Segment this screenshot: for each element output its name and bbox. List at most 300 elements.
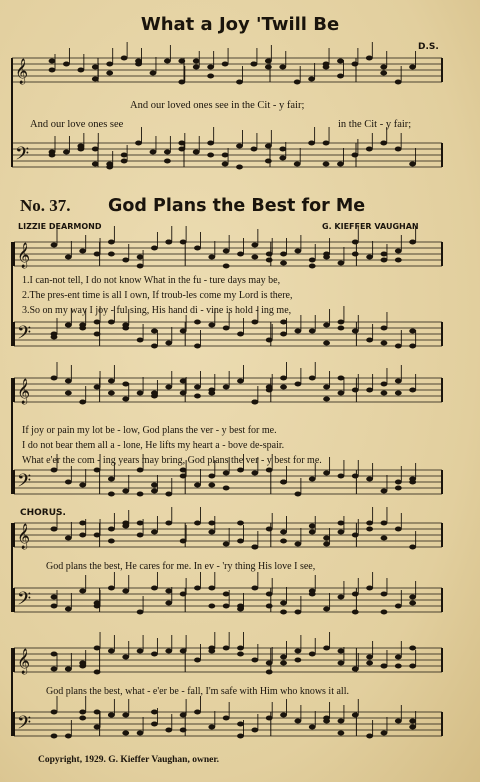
- note-head: [51, 468, 58, 473]
- note-head: [366, 655, 373, 660]
- note-head: [294, 162, 301, 167]
- note-head: [323, 607, 330, 612]
- note-head: [352, 610, 359, 615]
- note-head: [352, 667, 359, 672]
- note-head: [280, 480, 287, 485]
- note-head: [338, 376, 345, 381]
- note-head: [265, 65, 272, 70]
- clef-icon: 𝄞: [17, 243, 31, 268]
- note-head: [49, 68, 56, 73]
- note-head: [122, 713, 129, 718]
- note-head: [309, 652, 316, 657]
- note-head: [237, 646, 244, 651]
- note-head: [237, 539, 244, 544]
- note-head: [323, 385, 330, 390]
- note-head: [65, 323, 72, 328]
- note-head: [323, 397, 330, 402]
- note-head: [122, 397, 129, 402]
- note-head: [178, 59, 185, 64]
- note-head: [79, 533, 86, 538]
- note-head: [352, 592, 359, 597]
- note-head: [106, 71, 113, 76]
- note-head: [79, 661, 86, 666]
- note-head: [108, 252, 115, 257]
- note-head: [194, 394, 201, 399]
- note-head: [323, 536, 330, 541]
- note-head: [178, 80, 185, 85]
- note-head: [265, 59, 272, 64]
- note-head: [121, 159, 128, 164]
- note-head: [381, 731, 388, 736]
- note-head: [251, 586, 258, 591]
- note-head: [65, 607, 72, 612]
- note-head: [352, 474, 359, 479]
- note-head: [151, 530, 158, 535]
- note-head: [150, 71, 157, 76]
- note-head: [151, 586, 158, 591]
- clef-icon: 𝄢: [17, 589, 32, 614]
- note-head: [266, 338, 273, 343]
- note-head: [265, 144, 272, 149]
- note-head: [338, 320, 345, 325]
- note-head: [266, 385, 273, 390]
- note-head: [409, 545, 416, 550]
- ds-mark: D.S.: [418, 42, 439, 52]
- note-head: [65, 536, 72, 541]
- note-head: [395, 655, 402, 660]
- note-head: [352, 533, 359, 538]
- note-head: [94, 252, 101, 257]
- note-head: [137, 731, 144, 736]
- note-head: [164, 150, 171, 155]
- note-head: [366, 734, 373, 739]
- note-head: [251, 545, 258, 550]
- note-head: [51, 734, 58, 739]
- note-head: [294, 249, 301, 254]
- note-head: [309, 264, 316, 269]
- note-head: [280, 610, 287, 615]
- note-head: [251, 658, 258, 663]
- note-head: [92, 77, 99, 82]
- note-head: [165, 240, 172, 245]
- chorus-label: CHORUS.: [20, 508, 66, 518]
- note-head: [280, 261, 287, 266]
- note-head: [178, 141, 185, 146]
- note-head: [381, 258, 388, 263]
- note-head: [223, 249, 230, 254]
- note-head: [208, 604, 215, 609]
- note-head: [165, 649, 172, 654]
- verse-line: 2.The pres-ent time is all I own, If troub-les come my Lord is there,: [22, 290, 293, 301]
- note-head: [351, 153, 358, 158]
- note-head: [108, 492, 115, 497]
- note-head: [51, 667, 58, 672]
- note-head: [308, 77, 315, 82]
- note-head: [92, 65, 99, 70]
- note-head: [323, 719, 330, 724]
- note-head: [395, 258, 402, 263]
- note-head: [337, 59, 344, 64]
- note-head: [294, 329, 301, 334]
- note-head: [222, 162, 229, 167]
- note-head: [77, 144, 84, 149]
- note-head: [266, 604, 273, 609]
- note-head: [223, 471, 230, 476]
- lyric-line: in the Cit - y fair;: [338, 119, 412, 130]
- note-head: [409, 329, 416, 334]
- note-head: [65, 255, 72, 260]
- note-head: [351, 62, 358, 67]
- note-head: [194, 658, 201, 663]
- note-head: [352, 252, 359, 257]
- note-head: [294, 542, 301, 547]
- note-head: [51, 376, 58, 381]
- note-head: [193, 65, 200, 70]
- note-head: [122, 382, 129, 387]
- note-head: [409, 344, 416, 349]
- note-head: [366, 521, 373, 526]
- note-head: [352, 713, 359, 718]
- note-head: [94, 332, 101, 337]
- note-head: [108, 477, 115, 482]
- note-head: [409, 240, 416, 245]
- note-head: [266, 661, 273, 666]
- note-head: [236, 144, 243, 149]
- note-head: [180, 474, 187, 479]
- note-head: [63, 150, 70, 155]
- note-head: [137, 255, 144, 260]
- note-head: [237, 379, 244, 384]
- note-head: [106, 162, 113, 167]
- note-head: [151, 710, 158, 715]
- clef-icon: 𝄞: [17, 524, 31, 549]
- chorus-lyric-line: God plans the best, He cares for me. In ev - 'ry thing His love I see,: [46, 561, 316, 572]
- note-head: [309, 258, 316, 263]
- note-head: [180, 329, 187, 334]
- note-head: [122, 731, 129, 736]
- note-head: [237, 521, 244, 526]
- note-head: [137, 649, 144, 654]
- note-head: [122, 326, 129, 331]
- note-head: [338, 649, 345, 654]
- note-head: [194, 483, 201, 488]
- note-head: [237, 652, 244, 657]
- note-head: [266, 258, 273, 263]
- note-head: [79, 400, 86, 405]
- note-head: [65, 379, 72, 384]
- copyright-notice: Copyright, 1929. G. Kieffer Vaughan, owner.: [38, 755, 220, 765]
- note-head: [208, 725, 215, 730]
- note-head: [338, 474, 345, 479]
- note-head: [395, 391, 402, 396]
- note-head: [137, 521, 144, 526]
- note-head: [92, 162, 99, 167]
- note-head: [222, 153, 229, 158]
- note-head: [381, 489, 388, 494]
- note-head: [265, 159, 272, 164]
- note-head: [381, 252, 388, 257]
- note-head: [137, 533, 144, 538]
- note-head: [65, 391, 72, 396]
- note-head: [208, 521, 215, 526]
- note-head: [92, 147, 99, 152]
- note-head: [207, 141, 214, 146]
- note-head: [294, 492, 301, 497]
- note-head: [409, 480, 416, 485]
- note-head: [94, 725, 101, 730]
- note-head: [266, 252, 273, 257]
- note-head: [122, 521, 129, 526]
- note-head: [165, 492, 172, 497]
- note-head: [121, 153, 128, 158]
- note-head: [251, 255, 258, 260]
- note-head: [151, 483, 158, 488]
- note-head: [366, 255, 373, 260]
- note-head: [294, 382, 301, 387]
- note-head: [180, 391, 187, 396]
- note-head: [279, 65, 286, 70]
- note-head: [49, 59, 56, 64]
- note-head: [106, 62, 113, 67]
- note-head: [94, 468, 101, 473]
- note-head: [366, 56, 373, 61]
- verse-line: What e'er the com - ing years may bring, God plans the ver - y best for me.: [22, 455, 322, 466]
- note-head: [237, 722, 244, 727]
- note-head: [323, 255, 330, 260]
- note-head: [395, 664, 402, 669]
- note-head: [280, 252, 287, 257]
- note-head: [266, 468, 273, 473]
- note-head: [338, 261, 345, 266]
- note-head: [94, 385, 101, 390]
- note-head: [151, 489, 158, 494]
- note-head: [223, 486, 230, 491]
- note-head: [251, 400, 258, 405]
- note-head: [251, 471, 258, 476]
- note-head: [280, 385, 287, 390]
- note-head: [294, 649, 301, 654]
- note-head: [151, 391, 158, 396]
- note-head: [65, 667, 72, 672]
- note-head: [180, 379, 187, 384]
- note-head: [208, 530, 215, 535]
- note-head: [266, 527, 273, 532]
- note-head: [94, 670, 101, 675]
- note-head: [180, 728, 187, 733]
- note-head: [208, 586, 215, 591]
- note-head: [409, 725, 416, 730]
- note-head: [352, 240, 359, 245]
- note-head: [108, 240, 115, 245]
- note-head: [51, 604, 58, 609]
- note-head: [51, 710, 58, 715]
- note-head: [237, 252, 244, 257]
- note-head: [180, 240, 187, 245]
- note-head: [395, 344, 402, 349]
- note-head: [223, 604, 230, 609]
- note-head: [208, 649, 215, 654]
- note-head: [165, 341, 172, 346]
- note-head: [381, 521, 388, 526]
- song-title-what-a-joy: What a Joy 'Twill Be: [140, 14, 340, 35]
- note-head: [395, 486, 402, 491]
- note-head: [323, 323, 330, 328]
- note-head: [193, 150, 200, 155]
- note-head: [208, 255, 215, 260]
- note-head: [51, 527, 58, 532]
- note-head: [207, 74, 214, 79]
- note-head: [223, 326, 230, 331]
- note-head: [223, 385, 230, 390]
- note-head: [135, 141, 142, 146]
- note-head: [381, 326, 388, 331]
- note-head: [94, 710, 101, 715]
- note-head: [395, 147, 402, 152]
- note-head: [309, 477, 316, 482]
- note-head: [237, 468, 244, 473]
- song-title-god-plans: God Plans the Best for Me: [108, 196, 366, 216]
- clef-icon: 𝄞: [17, 379, 31, 404]
- note-head: [308, 141, 315, 146]
- clef-icon: 𝄢: [17, 713, 32, 738]
- note-head: [108, 586, 115, 591]
- note-head: [207, 153, 214, 158]
- note-head: [208, 323, 215, 328]
- note-head: [63, 62, 70, 67]
- note-head: [137, 468, 144, 473]
- note-head: [337, 74, 344, 79]
- note-head: [121, 56, 128, 61]
- note-head: [323, 65, 330, 70]
- note-head: [366, 338, 373, 343]
- note-head: [395, 249, 402, 254]
- note-head: [207, 65, 214, 70]
- note-head: [409, 601, 416, 606]
- note-head: [266, 716, 273, 721]
- note-head: [151, 652, 158, 657]
- note-head: [251, 320, 258, 325]
- note-head: [280, 601, 287, 606]
- note-head: [395, 527, 402, 532]
- note-head: [223, 716, 230, 721]
- note-head: [151, 246, 158, 251]
- author-credit: LIZZIE DEARMOND: [18, 222, 102, 231]
- note-head: [409, 162, 416, 167]
- note-head: [122, 589, 129, 594]
- note-head: [251, 728, 258, 733]
- note-head: [194, 385, 201, 390]
- note-head: [409, 664, 416, 669]
- note-head: [79, 710, 86, 715]
- note-head: [164, 59, 171, 64]
- note-head: [194, 586, 201, 591]
- note-head: [294, 658, 301, 663]
- note-head: [237, 604, 244, 609]
- note-head: [366, 477, 373, 482]
- note-head: [194, 344, 201, 349]
- note-head: [65, 480, 72, 485]
- note-head: [338, 661, 345, 666]
- note-head: [395, 379, 402, 384]
- note-head: [280, 539, 287, 544]
- note-head: [280, 332, 287, 337]
- note-head: [237, 734, 244, 739]
- note-head: [337, 162, 344, 167]
- note-head: [323, 646, 330, 651]
- lyric-line: And our love ones see: [30, 119, 124, 130]
- note-head: [280, 320, 287, 325]
- note-head: [366, 388, 373, 393]
- note-head: [137, 264, 144, 269]
- note-head: [108, 391, 115, 396]
- note-head: [309, 725, 316, 730]
- note-head: [79, 716, 86, 721]
- note-head: [223, 542, 230, 547]
- note-head: [194, 320, 201, 325]
- note-head: [366, 527, 373, 532]
- note-head: [77, 68, 84, 73]
- note-head: [165, 728, 172, 733]
- note-head: [151, 722, 158, 727]
- note-head: [194, 246, 201, 251]
- note-head: [108, 713, 115, 718]
- note-head: [137, 492, 144, 497]
- note-head: [122, 258, 129, 263]
- note-head: [366, 586, 373, 591]
- note-head: [108, 379, 115, 384]
- note-head: [266, 592, 273, 597]
- chorus-lyric-line: God plans the best, what - e'er be - fall, I'm safe with Him who knows it all.: [46, 686, 349, 697]
- note-head: [150, 150, 157, 155]
- note-head: [151, 344, 158, 349]
- note-head: [236, 80, 243, 85]
- note-head: [280, 661, 287, 666]
- note-head: [409, 595, 416, 600]
- note-head: [223, 646, 230, 651]
- note-head: [65, 734, 72, 739]
- note-head: [352, 329, 359, 334]
- note-head: [323, 542, 330, 547]
- note-head: [294, 719, 301, 724]
- note-head: [338, 391, 345, 396]
- note-head: [381, 610, 388, 615]
- lyric-line: And our loved ones see in the Cit - y fair;: [130, 100, 305, 111]
- note-head: [94, 533, 101, 538]
- note-head: [237, 332, 244, 337]
- note-head: [381, 341, 388, 346]
- note-head: [180, 539, 187, 544]
- note-head: [208, 474, 215, 479]
- clef-icon: 𝄢: [17, 471, 32, 496]
- note-head: [366, 147, 373, 152]
- note-head: [309, 376, 316, 381]
- note-head: [180, 468, 187, 473]
- verse-line: 1.I can-not tell, I do not know What in the fu - ture days may be,: [22, 275, 281, 286]
- note-head: [108, 539, 115, 544]
- note-head: [395, 80, 402, 85]
- note-head: [323, 162, 330, 167]
- note-head: [409, 719, 416, 724]
- note-head: [193, 59, 200, 64]
- note-head: [338, 326, 345, 331]
- note-head: [381, 664, 388, 669]
- note-head: [323, 341, 330, 346]
- note-head: [178, 147, 185, 152]
- note-head: [79, 326, 86, 331]
- note-head: [180, 592, 187, 597]
- clef-icon: 𝄢: [17, 323, 32, 348]
- note-head: [79, 483, 86, 488]
